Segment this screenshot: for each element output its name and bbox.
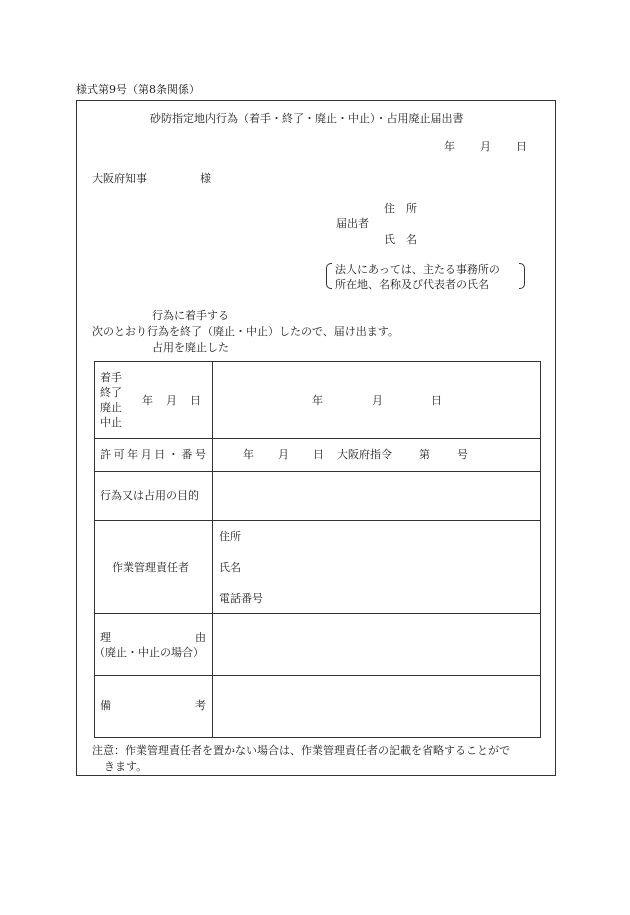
permit-go: 号 bbox=[457, 448, 468, 461]
reason-label: 理 由 bbox=[100, 631, 206, 644]
reason-sub-label: （廃止・中止の場合） bbox=[94, 646, 204, 659]
permit-day: 日 bbox=[313, 448, 324, 461]
type-label-abolish: 廃止 bbox=[100, 401, 122, 414]
purpose-label: 行為又は占用の目的 bbox=[100, 489, 199, 502]
form-title: 砂防指定地内行為（着手・終了・廃止・中止）・占用廃止届出書 bbox=[150, 112, 464, 125]
row1-month-label: 月 bbox=[166, 394, 177, 407]
remarks-label: 備 考 bbox=[100, 699, 206, 712]
work-manager-phone-label: 電話番号 bbox=[219, 592, 263, 605]
date-day-label: 日 bbox=[516, 140, 527, 153]
statement-option-start: 行為に着手する bbox=[152, 309, 229, 322]
row1-value-year: 年 bbox=[312, 394, 323, 407]
type-label-suspend: 中止 bbox=[100, 416, 122, 429]
type-label-end: 終了 bbox=[100, 386, 122, 399]
work-manager-address-label: 住所 bbox=[219, 530, 241, 543]
statement-main: 次のとおり行為を終了（廃止・中止）したので、届け出ます。 bbox=[92, 325, 399, 338]
applicant-name-label: 氏 名 bbox=[384, 233, 417, 246]
addressee-name: 大阪府知事 bbox=[92, 172, 147, 185]
permit-month: 月 bbox=[278, 448, 289, 461]
applicant-label: 届出者 bbox=[336, 217, 369, 230]
bracket-right bbox=[519, 263, 525, 289]
date-year-label: 年 bbox=[444, 140, 455, 153]
date-month-label: 月 bbox=[480, 140, 491, 153]
statement-option-occupancy: 占用を廃止した bbox=[152, 341, 229, 354]
row1-value-day: 日 bbox=[431, 394, 442, 407]
permit-designation: 大阪府指令 bbox=[337, 448, 392, 461]
corporate-note-line2: 所在地、名称及び代表者の氏名 bbox=[335, 278, 489, 291]
form-number: 様式第9号（第8条関係） bbox=[76, 83, 200, 96]
note-line2: きます。 bbox=[104, 760, 148, 773]
permit-date-number-label: 許 可 年 月 日 ・ 番 号 bbox=[100, 448, 206, 461]
permit-dai: 第 bbox=[419, 448, 430, 461]
type-label-start: 着手 bbox=[100, 371, 122, 384]
bracket-left bbox=[326, 263, 332, 289]
work-manager-name-label: 氏名 bbox=[219, 561, 241, 574]
work-manager-label: 作業管理責任者 bbox=[112, 561, 189, 574]
row1-value-month: 月 bbox=[372, 394, 383, 407]
corporate-note-line1: 法人にあっては、主たる事務所の bbox=[335, 263, 500, 276]
permit-year: 年 bbox=[243, 448, 254, 461]
applicant-address-label: 住 所 bbox=[384, 202, 417, 215]
row1-day-label: 日 bbox=[190, 394, 201, 407]
addressee-honorific: 様 bbox=[200, 172, 211, 185]
row1-year-label: 年 bbox=[142, 394, 153, 407]
note-line1: 注意：作業管理責任者を置かない場合は、作業管理責任者の記載を省略することがで bbox=[92, 744, 510, 757]
